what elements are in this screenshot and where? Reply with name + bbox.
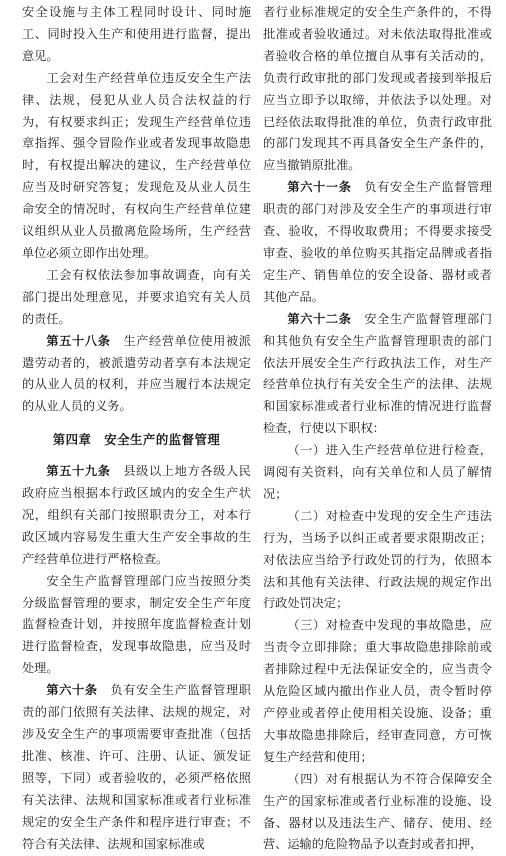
paragraph-annual-plan: 安全生产监督管理部门应当按照分类分级监督管理的要求，制定安全生产年度监督检查计划，并按照年度监督检查计划进行监督检查，发现事故隐患，应当及时处理。 (22, 573, 251, 676)
article-62 (263, 309, 492, 440)
article-58-title: 第五十八条 (46, 333, 111, 348)
article-62-text: 安全生产监督管理部门和其他负有安全生产监督管理职责的部门依法开展安全生产行政执法工作，对生产经营单位执行有关安全生产的法律、法规和国家标准或者行业标准的情况进行监督检查，行使以下职权： (263, 311, 492, 436)
list-item-1: （一）进入生产经营单位进行检查，调阅有关资料，向有关单位和人员了解情况； (263, 443, 492, 501)
article-58 (22, 331, 251, 419)
article-61-text: 负有安全生产监督管理职责的部门对涉及安全生产的事项进行审查、验收，不得收取费用；不得要求接受审查、验收的单位购买其指定品牌或者指定生产、销售单位的安全设备、器材或者其他产品。 (263, 180, 492, 304)
paragraph-continued-right: 者行业标准规定的安全生产条件的，不得批准或者验收通过。对未依法取得批准或者验收合格的单位擅自从事有关活动的，负责行政审批的部门发现或者接到举报后应当立即予以取缔，并依法予以处理。对已经依法取得批准的单位，负责行政审批的部门发现其不再具备安全生产条件的，应当撤销原批准。 (263, 5, 492, 173)
article-61 (263, 177, 492, 308)
article-59-text: 县级以上地方各级人民政府应当根据本行政区域内的安全生产状况，组织有关部门按照职责分工，对本行政区域内容易发生重大生产安全事故的生产经营单位进行严格检查。 (22, 464, 251, 566)
list-item-2: （二）对检查中发现的安全生产违法行为，当场予以纠正或者要求限期改正；对依法应当给予行政处罚的行为，依照本法和其他有关法律、行政法规的规定作出行政处罚决定； (263, 508, 492, 611)
article-58-text: 生产经营单位使用被派遣劳动者的，被派遣劳动者享有本法规定的从业人员的权利，并应当履行本法规定的从业人员的义务。 (22, 333, 251, 414)
list-item-3: （三）对检查中发现的事故隐患，应当责令立即排除；重大事故隐患排除前或者排除过程中无法保证安全的，应当责令从危险区域内撤出作业人员，责令暂时停产停业或者停止使用相关设施、设备；重大事故隐患排除后，经审查同意，方可恢复生产经营和使用； (263, 618, 492, 764)
paragraph-continued: 安全设施与主体工程同时设计、同时施工、同时投入生产和使用进行监督，提出意见。 (22, 5, 251, 63)
right-column (263, 2, 492, 856)
left-column (22, 2, 251, 855)
article-60 (22, 680, 251, 855)
article-60-text: 负有安全生产监督管理职责的部门依照有关法律、法规的规定，对涉及安全生产的事项需要审查批准（包括批准、核准、许可、注册、认证、颁发证照等，下同）或者验收的，必须严格依照有关法律、法规和国家标准或者行业标准规定的安全生产条件和程序进行审查；不符合有关法律、法规和国家标准或 (22, 683, 251, 851)
paragraph-union-rights: 工会对生产经营单位违反安全生产法律、法规，侵犯从业人员合法权益的行为，有权要求纠正；发现生产经营单位违章指挥、强令冒险作业或者发现事故隐患时，有权提出解决的建议，生产经营单位应当及时研究答复；发现危及从业人员生命安全的情况时，有权向生产经营单位建议组织从业人员撤离危险场所，生产经营单位必须立即作出处理。 (22, 70, 251, 260)
article-62-title: 第六十二条 (287, 311, 352, 326)
list-item-4: （四）对有根据认为不符合保障安全生产的国家标准或者行业标准的设施、设备、器材以及违法生产、储存、使用、经营、运输的危险物品予以查封或者扣押， (263, 771, 492, 852)
article-59 (22, 461, 251, 571)
article-59-title: 第五十九条 (46, 464, 111, 479)
article-60-title: 第六十条 (46, 683, 98, 698)
paragraph-union-investigation: 工会有权依法参加事故调查，向有关部门提出处理意见，并要求追究有关人员的责任。 (22, 267, 251, 326)
article-61-title: 第六十一条 (287, 180, 352, 195)
chapter-heading: 第四章 安全生产的监督管理 (52, 432, 221, 448)
